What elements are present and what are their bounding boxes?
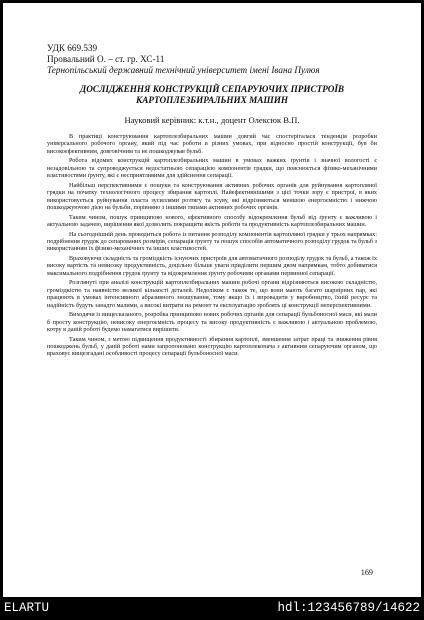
udc-code: УДК 669.539 xyxy=(47,43,98,53)
author-line: Провальний О. – ст. гр. ХС-11 xyxy=(47,54,165,64)
paper-title xyxy=(47,84,377,106)
title-line-1: ДОСЛІДЖЕННЯ КОНСТРУКЦІЙ СЕПАРУЮЧИХ ПРИСТРОЇВ xyxy=(79,84,345,94)
paragraph: Виходячи із вищесказаного, розробка принципово нових робочих органів для сепарації бульбоносної маси, які мали б просту конструкцію, невисоку енергоємність процесу та високу продуктивність є важливою і актуальною проблемою, котру в даній роботі будемо намагатися вирішити. xyxy=(47,311,377,334)
paragraph: Розглянуті при аналізі конструкцій картоплезбиральних машин робочі органи відрізняються високою складністю, громіздкістю та наявністю великої кількості деталей. Недоліком є також те, що вони мають багато шарнірних пар, які працюють в умовах інтенсивного абразивного зношування, тому якщо їх і впровадити у виробництво, їхній ресурс та надійність будуть занадто малими, а високі витрати на ремонт та експлуатацію зроблять ці конструкції неперспективними. xyxy=(47,279,377,309)
body-text xyxy=(47,133,377,358)
supervisor-line: Науковий керівник: к.т.н., доцент Олексюк В.П. xyxy=(124,115,300,125)
title-line-2: КАРТОПЛЕЗБИРАЛЬНИХ МАШИН xyxy=(135,95,289,105)
paragraph: Робота відомих конструкцій картоплезбиральних машин в умовах важких ґрунтів і значної вологості є незадовільною та супроводжується недостатньою сепарацією компонентів грядки, що пояснюється фізико-механічними властивостями ґрунту, які є несприятливими для здійснення сепарації. xyxy=(47,157,377,180)
paragraph: Враховуючи складність та громіздкість існуючих пристроїв для автоматичного розподілу грудок та бульб, а також їх високу вартість та невисоку продуктивність, доцільно більше уваги приділити першим двом напрямкам, тобто добиватися максимального подрібнення грудок ґрунту та відокремлення ґрунту робочими органами первинної сепарації. xyxy=(47,255,377,277)
paragraph: На сьогоднішній день проводиться робота із питання розподілу компонентів картопляної грядки у трьох напрямках: подрібнення грудок до сепарованих розмірів, сепарація ґрунту та пошук способів автоматичного розподілу грудок та бульб з використанням їх фізико-механічних та інших властивостей. xyxy=(47,230,377,253)
document-page xyxy=(3,3,421,597)
affiliation: Тернопільський державний технічний університет імені Івана Пулюя xyxy=(47,65,320,75)
paragraph: В практиці конструювання картоплезбиральних машин довгий час спостерігалася тенденція розробки універсального робочого органу, який під час роботи в різних умовах, при відносно простій конструкції, був би високоефективним, довговічним та не пошкоджував бульб. xyxy=(47,133,377,155)
page-number: 169 xyxy=(360,568,373,577)
handle-identifier: hdl:123456789/14622 xyxy=(277,601,420,615)
repository-name: ELARTU xyxy=(4,601,50,615)
paragraph: Найбільш перспективними є пошуки та конструювання активних робочих органів для руйнування картопляної грядки на початку технологічного процесу збирання картоплі. Найефективнішими з цієї точки зору є пристрої, в яких використовується руйнування пласта зусиллями розтягу та зсуву, які відрізняються меншою енергоємністю і нижчою пошкоджуючою дією на бульби, порівняно з іншими типами активних робочих органів. xyxy=(47,181,377,212)
repository-footer xyxy=(0,597,424,620)
paragraph: Таким чином, з метою підвищення продуктивності збирання картоплі, зменшення затрат праці та зниження рівня пошкоджень бульб, у даній роботі нами запропоновано конструкцію картоплекопача з активним сепаруючим органом, що враховує вищезгадані особливості процесу сепарації бульбоносної маси. xyxy=(47,335,377,358)
paragraph: Таким чином, пошук принципово нового, ефективного способу відокремлення бульб від ґрунту є важливою і актуальною задачею, вирішення якої дозволить покращити якість роботи та продуктивність картоплезбиральних машин. xyxy=(47,213,377,229)
